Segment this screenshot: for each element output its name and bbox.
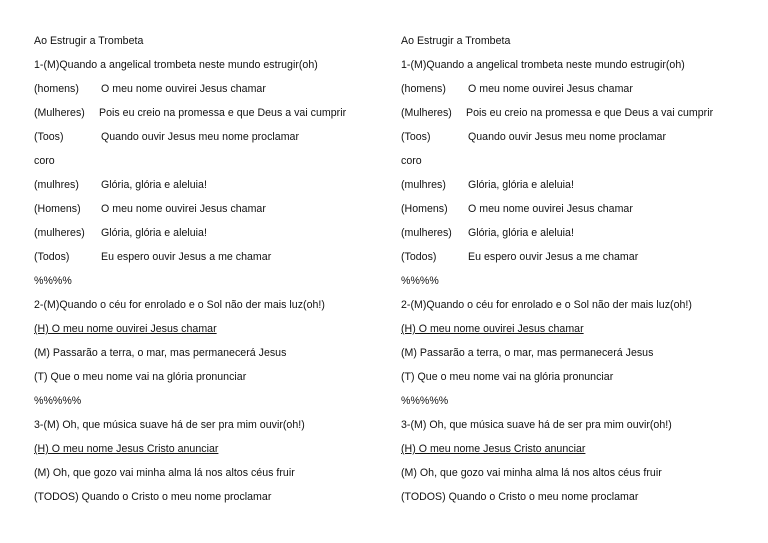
song-line bbox=[34, 177, 396, 201]
singer-tag: (Homens) bbox=[34, 203, 81, 215]
lyric-text: (M) Oh, que gozo vai minha alma lá nos altos céus fruir bbox=[401, 467, 662, 479]
lyric-text: %%%% bbox=[34, 275, 72, 287]
singer-tag: (Todos) bbox=[34, 251, 70, 263]
song-line bbox=[34, 369, 396, 393]
song-line bbox=[401, 297, 763, 321]
song-line bbox=[34, 297, 396, 321]
lyric-text: 2-(M)Quando o céu for enrolado e o Sol não der mais luz(oh!) bbox=[401, 299, 692, 311]
song-line bbox=[34, 465, 396, 489]
lyric-text: O meu nome ouvirei Jesus chamar bbox=[468, 83, 633, 95]
song-line bbox=[34, 153, 396, 177]
singer-tag: (Todos) bbox=[401, 251, 437, 263]
song-line bbox=[401, 153, 763, 177]
lyric-text: Pois eu creio na promessa e que Deus a vai cumprir bbox=[466, 107, 714, 119]
lyric-text: coro bbox=[34, 155, 55, 167]
song-line bbox=[401, 489, 763, 513]
lyric-text: (M) Passarão a terra, o mar, mas permanecerá Jesus bbox=[34, 347, 287, 359]
song-line bbox=[34, 81, 396, 105]
singer-tag: (mulheres) bbox=[401, 227, 452, 239]
lyric-text: O meu nome ouvirei Jesus chamar bbox=[101, 83, 266, 95]
singer-tag: (mulhres) bbox=[34, 179, 79, 191]
lyric-text: Glória, glória e aleluia! bbox=[468, 179, 574, 191]
lyric-text: Glória, glória e aleluia! bbox=[468, 227, 574, 239]
song-column-right bbox=[401, 33, 763, 513]
song-line bbox=[401, 417, 763, 441]
lyric-text: %%%%% bbox=[34, 395, 82, 407]
song-line bbox=[401, 57, 763, 81]
lyric-text: Quando ouvir Jesus meu nome proclamar bbox=[101, 131, 299, 143]
song-line bbox=[34, 33, 396, 57]
song-line bbox=[401, 129, 763, 153]
song-line bbox=[34, 129, 396, 153]
song-line bbox=[34, 345, 396, 369]
singer-tag: (Mulheres) bbox=[34, 107, 85, 119]
lyric-text: (H) O meu nome Jesus Cristo anunciar bbox=[401, 443, 586, 455]
lyric-text: 3-(M) Oh, que música suave há de ser pra mim ouvir(oh!) bbox=[34, 419, 305, 431]
song-line bbox=[34, 57, 396, 81]
song-line bbox=[401, 105, 763, 129]
song-line bbox=[401, 345, 763, 369]
song-line bbox=[401, 393, 763, 417]
lyric-text: O meu nome ouvirei Jesus chamar bbox=[468, 203, 633, 215]
song-line bbox=[401, 465, 763, 489]
singer-tag: (homens) bbox=[34, 83, 79, 95]
singer-tag: (Homens) bbox=[401, 203, 448, 215]
lyric-text: Ao Estrugir a Trombeta bbox=[401, 35, 511, 47]
lyric-text: %%%%% bbox=[401, 395, 449, 407]
lyric-text: %%%% bbox=[401, 275, 439, 287]
singer-tag: (Toos) bbox=[401, 131, 431, 143]
song-line bbox=[34, 441, 396, 465]
lyric-text: (T) Que o meu nome vai na glória pronunciar bbox=[401, 371, 614, 383]
lyric-text: Eu espero ouvir Jesus a me chamar bbox=[468, 251, 639, 263]
lyric-text: 3-(M) Oh, que música suave há de ser pra mim ouvir(oh!) bbox=[401, 419, 672, 431]
singer-tag: (Mulheres) bbox=[401, 107, 452, 119]
lyric-text: (T) Que o meu nome vai na glória pronunciar bbox=[34, 371, 247, 383]
singer-tag: (mulhres) bbox=[401, 179, 446, 191]
lyric-text: 1-(M)Quando a angelical trombeta neste mundo estrugir(oh) bbox=[401, 59, 685, 71]
song-line bbox=[401, 441, 763, 465]
lyric-text: (M) Passarão a terra, o mar, mas permanecerá Jesus bbox=[401, 347, 654, 359]
lyric-text: Eu espero ouvir Jesus a me chamar bbox=[101, 251, 272, 263]
song-line bbox=[34, 105, 396, 129]
lyric-text: Ao Estrugir a Trombeta bbox=[34, 35, 144, 47]
song-line bbox=[34, 201, 396, 225]
lyric-text: 2-(M)Quando o céu for enrolado e o Sol não der mais luz(oh!) bbox=[34, 299, 325, 311]
song-line bbox=[401, 81, 763, 105]
song-line bbox=[34, 225, 396, 249]
lyric-text: Pois eu creio na promessa e que Deus a vai cumprir bbox=[99, 107, 347, 119]
lyric-text: (H) O meu nome ouvirei Jesus chamar bbox=[401, 323, 584, 335]
lyric-text: 1-(M)Quando a angelical trombeta neste mundo estrugir(oh) bbox=[34, 59, 318, 71]
song-line bbox=[401, 249, 763, 273]
song-line bbox=[401, 177, 763, 201]
song-line bbox=[34, 249, 396, 273]
song-line bbox=[401, 225, 763, 249]
singer-tag: (mulheres) bbox=[34, 227, 85, 239]
song-line bbox=[34, 273, 396, 297]
lyric-text: O meu nome ouvirei Jesus chamar bbox=[101, 203, 266, 215]
lyric-text: (H) O meu nome ouvirei Jesus chamar bbox=[34, 323, 217, 335]
lyric-text: Glória, glória e aleluia! bbox=[101, 227, 207, 239]
lyric-text: Quando ouvir Jesus meu nome proclamar bbox=[468, 131, 666, 143]
lyric-text: (M) Oh, que gozo vai minha alma lá nos altos céus fruir bbox=[34, 467, 295, 479]
song-line bbox=[401, 33, 763, 57]
song-line bbox=[401, 201, 763, 225]
song-line bbox=[401, 369, 763, 393]
lyric-text: (TODOS) Quando o Cristo o meu nome proclamar bbox=[34, 491, 272, 503]
singer-tag: (homens) bbox=[401, 83, 446, 95]
lyric-text: Glória, glória e aleluia! bbox=[101, 179, 207, 191]
song-line bbox=[401, 273, 763, 297]
song-line bbox=[34, 417, 396, 441]
singer-tag: (Toos) bbox=[34, 131, 64, 143]
lyric-text: (H) O meu nome Jesus Cristo anunciar bbox=[34, 443, 219, 455]
song-line bbox=[401, 321, 763, 345]
song-line bbox=[34, 321, 396, 345]
song-line bbox=[34, 489, 396, 513]
song-column-left bbox=[34, 33, 396, 513]
lyric-text: (TODOS) Quando o Cristo o meu nome proclamar bbox=[401, 491, 639, 503]
lyric-text: coro bbox=[401, 155, 422, 167]
song-line bbox=[34, 393, 396, 417]
